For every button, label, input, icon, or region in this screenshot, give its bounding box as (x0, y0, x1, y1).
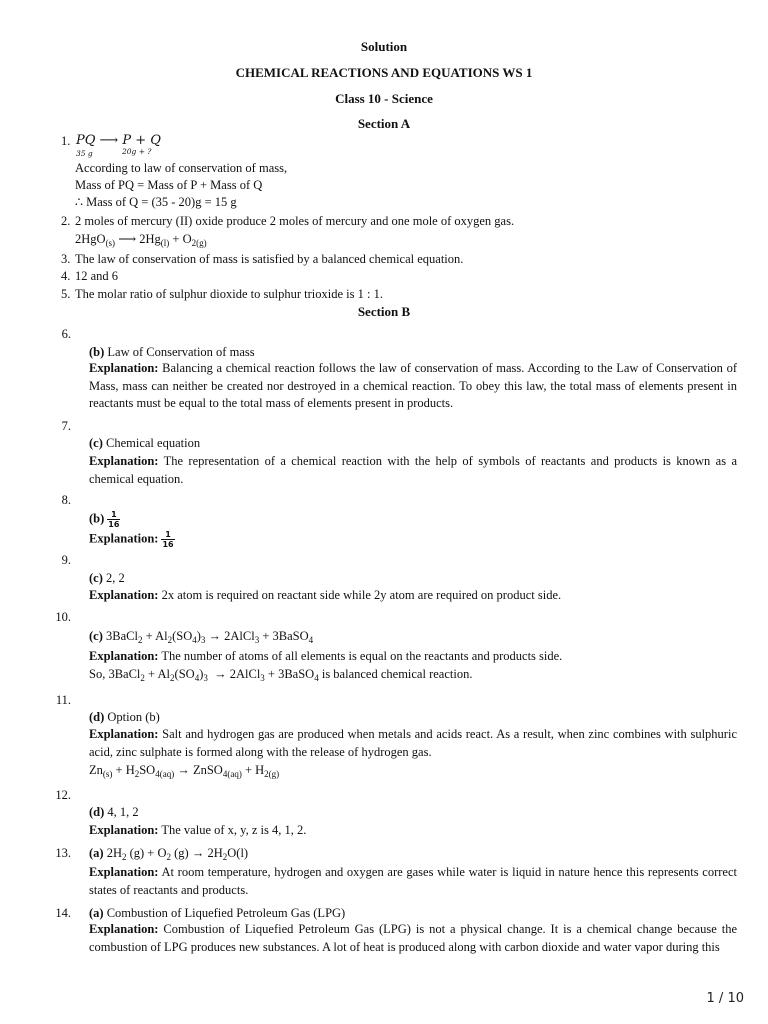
section-a-heading: Section A (357, 116, 411, 131)
q6-number: 6. (61, 327, 71, 341)
solution-heading: Solution (360, 39, 408, 54)
q2-text: 2 moles of mercury (II) oxide produce 2 moles of mercury and one mole of oxygen gas. (75, 214, 515, 228)
q14-explanation: Explanation: Combustion of Liquefied Petroleum Gas (LPG) is not a physical change. It is a chemical change because the combustion of LPG produces new substances. A lot of heat is produced along with carbon dioxide and water vapor during this (89, 922, 737, 954)
q8-fraction: $\frac{1}{16}$ (108, 510, 120, 529)
q10-number: 10. (55, 610, 71, 624)
page-indicator: 1 / 10 (706, 991, 744, 1006)
q4-text: 12 and 6 (75, 269, 119, 283)
class-line: Class 10 - Science (335, 91, 433, 106)
q7-explanation: Explanation: The representation of a chemical reaction with the help of symbols of reactants and products is known as a chemical equation. (89, 454, 737, 486)
q1-under-left: 35 g (76, 149, 93, 158)
q14-number: 14. (55, 906, 71, 920)
q12-answer: (d) 4, 1, 2 (89, 805, 139, 819)
q10-answer: (c) 3BaCl$_2$ + $Al_2(SO_4)_3$ → 2AlCl$_3$ + 3BaSO$_4$ (89, 629, 314, 645)
q1-eq-arrow: ⟶ (99, 133, 119, 148)
q6-explanation: Explanation: Balancing a chemical reaction follows the law of conservation of mass. According to the Law of Conservation of Mass, mass can neither be created nor destroyed in a chemical reaction. To obey this law, the total mass of elements present in reactants must be equal to the total mass of elements present in products. (89, 361, 738, 410)
q13-number: 13. (55, 846, 71, 860)
q10-so-line: So, 3BaCl$_2$ + $Al_2(SO_4)_3$ → 2AlCl$_3$ + 3BaSO$_4$ is balanced chemical reaction. (89, 667, 473, 683)
q1-number: 1. (61, 134, 71, 148)
q7-answer: (c) Chemical equation (89, 436, 201, 450)
q12-number: 12. (55, 788, 71, 802)
worksheet-title: CHEMICAL REACTIONS AND EQUATIONS WS 1 (235, 65, 533, 80)
q4-number: 4. (61, 269, 71, 283)
q13-explanation: Explanation: At room temperature, hydrogen and oxygen are gases while water is liquid in nature hence this represents correct states of reactants and products. (89, 865, 737, 897)
q3-text: The law of conservation of mass is satisfied by a balanced chemical equation. (75, 252, 464, 266)
q1-under-right: 20g + ? (122, 147, 152, 156)
q11-equation: $Zn_{(s)} + H_2SO_{4(aq)}$ → ZnSO$_{4(aq)}$ + $H_{2(g)}$ (89, 763, 280, 779)
q11-answer: (d) Option (b) (89, 710, 160, 724)
q8-answer: (b) $\frac{1}{16}$ (89, 510, 120, 529)
q5-text: The molar ratio of sulphur dioxide to sulphur trioxide is 1 : 1. (75, 287, 383, 301)
section-b-heading: Section B (357, 304, 411, 319)
q1-line-2: Mass of PQ = Mass of P + Mass of Q (75, 178, 263, 192)
q14-answer: (a) Combustion of Liquefied Petroleum Gas (LPG) (89, 906, 346, 920)
q8-explanation-fraction: $\frac{1}{16}$ (162, 530, 174, 549)
q5-number: 5. (61, 287, 71, 301)
q2-number: 2. (61, 214, 71, 228)
q13-answer: (a) $2H_2$ $(g) + O_2$ $(g) \to 2H_2O(l)$ (89, 846, 249, 862)
q1-eq-left: PQ (76, 133, 96, 148)
q9-number: 9. (61, 553, 71, 567)
q11-number: 11. (55, 693, 71, 707)
q2-equation: 2HgO$_{(s)}$ ⟶ $2Hg_{(l)} + O_{2(g)}$ (75, 232, 207, 248)
q3-number: 3. (61, 252, 71, 266)
q9-explanation: Explanation: 2x atom is required on reactant side while 2y atom are required on product side. (89, 588, 562, 602)
q1-line-3: ∴ Mass of Q = (35 - 20)g = 15 g (75, 195, 237, 209)
q1-line-1: According to law of conservation of mass, (75, 161, 288, 175)
q8-number: 8. (61, 493, 71, 507)
q11-explanation: Explanation: Salt and hydrogen gas are produced when metals and acids react. As a result, when zinc combines with sulphuric acid, zinc sulphate is formed along with the release of hydrogen gas. (89, 727, 737, 759)
q10-explanation: Explanation: The number of atoms of all elements is equal on the reactants and products side. (89, 649, 563, 663)
q1-eq-right: P + Q (122, 133, 161, 148)
q8-explanation: Explanation: $\frac{1}{16}$ (89, 530, 174, 549)
q9-answer: (c) 2, 2 (89, 571, 125, 585)
q6-answer: (b) Law of Conservation of mass (89, 345, 255, 359)
q12-explanation: Explanation: The value of x, y, z is 4, 1, 2. (89, 823, 307, 837)
q7-number: 7. (61, 419, 71, 433)
